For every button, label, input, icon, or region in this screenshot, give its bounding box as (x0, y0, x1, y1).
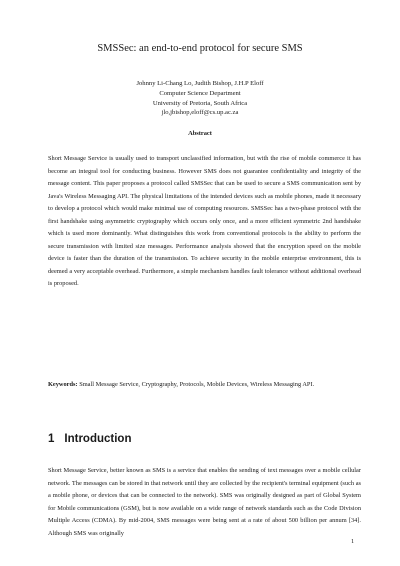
author-emails: jlo,jbishop,eloff@cs.up.ac.za (161, 109, 239, 117)
page-number: 1 (351, 538, 355, 545)
keywords-label: Keywords: (48, 381, 78, 388)
keywords-paragraph (48, 379, 361, 392)
section-title: Introduction (64, 433, 132, 445)
keywords-text: Small Message Service, Cryptography, Protocols, Mobile Devices, Wireless Messaging API. (79, 381, 315, 388)
paper-title: SMSSec: an end-to-end protocol for secure SMS (97, 43, 303, 54)
section-number: 1 (48, 433, 55, 445)
abstract-heading: Abstract (188, 130, 212, 137)
author-names: Johnny Li-Chang Lo, Judith Bishop, J.H.P Eloff (136, 80, 264, 87)
introduction-body: Short Message Service, better known as SMS is a service that enables the sending of text messages over a mobile cellular network. The messages can be stored in that network until they are collected by the recipient's terminal equipment (such as a mobile phone, or devices that can be connected to the network). SMS was originally designed as part of Global System for Mobile communications (GSM), but is now available on a wide range of network standards such as the Code Division Multiple Access (CDMA). By mid-2004, SMS messages were being sent at a rate of about 500 billion per annum [34]. Although SMS was originally (48, 467, 361, 537)
department: Computer Science Department (159, 89, 241, 97)
abstract-body: Short Message Service is usually used to transport unclassified information, but with the rise of mobile commerce it has become an integral tool for conducting business. However SMS does not guarantee confidentiality and integrity of the message content. This paper proposes a protocol called SMSSec that can be used to secure a SMS communication sent by Java's Wireless Messaging API. The physical limitations of the intended devices such as mobile phones, made it necessary to develop a protocol which would make minimal use of computing resources. SMSSec has a two-phase protocol with the first handshake using asymmetric cryptography which occurs only once, and a more efficient symmetric 2nd handshake which is used more dominantly. What distinguishes this work from conventional protocols is the ability to perform the secure transmission with limited size messages. Performance analysis showed that the encryption speed on the mobile device is faster than the duration of the transmission. To achieve security in the mobile enterprise environment, this is deemed a very acceptable overhead. Furthermore, a simple mechanism handles fault tolerance without additional overhead is proposed. (48, 155, 361, 288)
section-heading (48, 433, 131, 445)
author-block (0, 79, 400, 118)
university: University of Pretoria, South Africa (152, 99, 248, 107)
